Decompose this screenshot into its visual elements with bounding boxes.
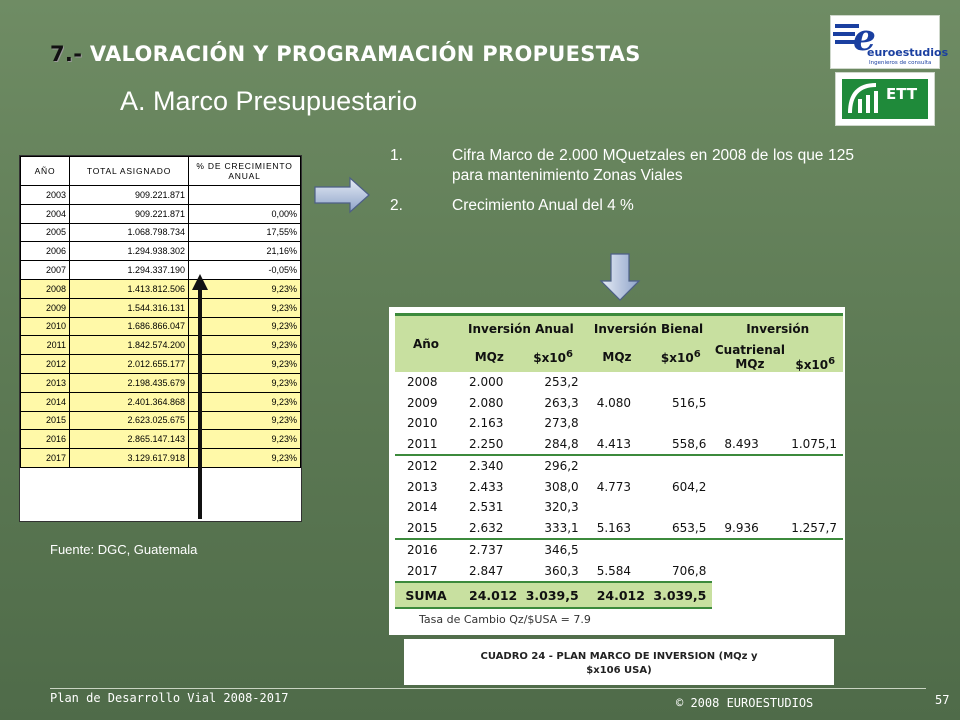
investment-plan-table (389, 307, 845, 635)
section-number: 7.- (50, 42, 83, 66)
cell-pct: 9,23% (189, 430, 301, 449)
cell-year: 2013 (21, 373, 70, 392)
cell (787, 539, 843, 561)
table-row (395, 393, 843, 414)
table-row (21, 298, 301, 317)
sum-cell: SUMA (395, 582, 457, 608)
cell (787, 497, 843, 518)
cell: 253,2 (544, 375, 579, 390)
cell (787, 372, 843, 393)
cell-total: 1.068.798.734 (70, 223, 189, 242)
table-row (395, 561, 843, 583)
cell: 2.632 (469, 520, 504, 535)
cell-total: 1.413.812.506 (70, 279, 189, 298)
cell-total: 2.198.435.679 (70, 373, 189, 392)
page-subtitle: A. Marco Presupuestario (120, 86, 418, 116)
euro-logo-tagline: Ingenieros de consulta (869, 60, 932, 66)
cell: 4.080 (596, 395, 632, 410)
table-row (395, 434, 843, 456)
cell-pct: 9,23% (189, 336, 301, 355)
cell-total: 1.294.337.190 (70, 261, 189, 280)
cell-total: 2.623.025.675 (70, 411, 189, 430)
cell-year: 2016 (21, 430, 70, 449)
cell (649, 497, 712, 518)
table-caption: CUADRO 24 - PLAN MARCO DE INVERSION (MQz y $x106 USA) (404, 639, 834, 685)
table-row (395, 413, 843, 434)
table-row (21, 223, 301, 242)
cell (649, 372, 712, 393)
cell-total: 2.012.655.177 (70, 355, 189, 374)
cell-total: 1.294.938.302 (70, 242, 189, 261)
table-row (21, 392, 301, 411)
cell: 2.250 (469, 436, 504, 451)
cell: 2.847 (469, 563, 504, 578)
cell-year: 2008 (21, 279, 70, 298)
cell: 2014 (407, 500, 438, 515)
cell-year: 2010 (21, 317, 70, 336)
table-row (395, 372, 843, 393)
table-row (395, 477, 843, 498)
col-header-mqz: MQz (585, 342, 650, 372)
cell-year: 2011 (21, 336, 70, 355)
cell (712, 455, 787, 477)
projection-arrow-icon (192, 274, 208, 290)
cell: 516,5 (672, 395, 707, 410)
sum-cell: 3.039,5 (522, 582, 585, 608)
euroestudios-logo (830, 15, 949, 69)
table-row (21, 317, 301, 336)
table-row (21, 261, 301, 280)
cell (787, 561, 843, 583)
cell-year: 2005 (21, 223, 70, 242)
cell-pct: 9,23% (189, 411, 301, 430)
cell (712, 477, 787, 498)
source-note: Fuente: DGC, Guatemala (50, 542, 198, 557)
cell: 2009 (407, 395, 438, 410)
cell-pct: 9,23% (189, 449, 301, 468)
cell-pct: 9,23% (189, 317, 301, 336)
cell (712, 372, 787, 393)
section-title (50, 42, 641, 66)
col-header-usd: $\$x10^6$ (787, 342, 843, 372)
footer-document-title: Plan de Desarrollo Vial 2008-2017 (50, 691, 289, 705)
cell: 2017 (407, 563, 438, 578)
cell-pct: 9,23% (189, 392, 301, 411)
cell (585, 497, 650, 518)
cell-year: 2007 (21, 261, 70, 280)
cell-total: 2.865.147.143 (70, 430, 189, 449)
cell: 273,8 (544, 416, 579, 431)
cell: 308,0 (544, 479, 579, 494)
table-row (21, 336, 301, 355)
col-header-year: AÑO (21, 157, 70, 186)
cell: 333,1 (544, 520, 579, 535)
cell-pct: 21,16% (189, 242, 301, 261)
cell-total: 3.129.617.918 (70, 449, 189, 468)
cell: 5.584 (596, 563, 632, 578)
euro-logo-text: euroestudios (867, 46, 949, 59)
cell-year: 2003 (21, 186, 70, 205)
cell: 2.433 (469, 479, 504, 494)
cell: 1.257,7 (791, 520, 837, 535)
table-row (395, 455, 843, 477)
col-header-total: TOTAL ASIGNADO (70, 157, 189, 186)
cell: 2012 (395, 455, 457, 477)
table-row (21, 204, 301, 223)
col-header-usd: $\$x10^6$ (522, 342, 585, 372)
cell: 2.163 (469, 416, 504, 431)
cell (712, 539, 787, 561)
cell-year: 2004 (21, 204, 70, 223)
cell (649, 539, 712, 561)
cell (787, 455, 843, 477)
cell (712, 561, 787, 583)
cell: 4.413 (596, 436, 632, 451)
cell: 9.936 (724, 520, 759, 535)
cell-pct: 9,23% (189, 355, 301, 374)
cell: 706,8 (672, 563, 707, 578)
col-header-quadrennial: Inversión (712, 315, 843, 343)
cell: 2.531 (469, 500, 504, 515)
ett-logo (835, 72, 935, 126)
cell: 4.773 (596, 479, 632, 494)
sum-cell: 24.012 (585, 582, 650, 608)
sum-cell: 3.039,5 (649, 582, 712, 608)
cell-total: 1.544.316.131 (70, 298, 189, 317)
table-row (21, 373, 301, 392)
cell: 360,3 (544, 563, 579, 578)
col-header-mqz: MQz (457, 342, 522, 372)
right-arrow-icon (314, 177, 370, 213)
list-item: 1. Cifra Marco de 2.000 MQuetzales en 2008 de los que 125 para mantenimiento Zonas Viales (390, 147, 854, 184)
cell: 2.080 (469, 395, 504, 410)
cell-total: 1.842.574.200 (70, 336, 189, 355)
cell: 8.493 (724, 436, 759, 451)
table-row (21, 242, 301, 261)
table-row (395, 497, 843, 518)
cell: 320,3 (544, 500, 579, 515)
cell (585, 455, 650, 477)
cell: 604,2 (672, 479, 707, 494)
cell-year: 2017 (21, 449, 70, 468)
svg-text:ETT: ETT (886, 85, 918, 103)
footer-divider (50, 688, 926, 689)
cell: 2.737 (457, 539, 522, 561)
cell: 263,3 (544, 395, 579, 410)
cell: 2016 (395, 539, 457, 561)
cell-year: 2006 (21, 242, 70, 261)
cell-year: 2009 (21, 298, 70, 317)
cell: 346,5 (522, 539, 585, 561)
svg-text:e: e (853, 17, 876, 59)
cell (787, 413, 843, 434)
cell (585, 539, 650, 561)
page-number: 57 (935, 693, 950, 707)
cell-year: 2015 (21, 411, 70, 430)
cell (712, 393, 787, 414)
cell: 2010 (407, 416, 438, 431)
cell: 2011 (407, 436, 438, 451)
cell: 2008 (407, 375, 438, 390)
cell-pct: -0,05% (189, 261, 301, 280)
sum-cell: 24.012 (457, 582, 522, 608)
cell-year: 2012 (21, 355, 70, 374)
table-row (21, 355, 301, 374)
cell: 2015 (407, 520, 438, 535)
cell-total: 2.401.364.868 (70, 392, 189, 411)
cell-total: 909.221.871 (70, 186, 189, 205)
cell: 2013 (407, 479, 438, 494)
cell (712, 413, 787, 434)
historical-budget-table (19, 155, 302, 522)
cell (649, 413, 712, 434)
key-points-list (390, 146, 854, 226)
col-header-growth: % DE CRECIMIENTO ANUAL (189, 157, 301, 186)
down-arrow-icon (600, 253, 640, 301)
cell (585, 372, 650, 393)
table-row (21, 279, 301, 298)
table-row (395, 518, 843, 540)
cell-pct: 9,23% (189, 279, 301, 298)
cell (787, 393, 843, 414)
projection-arrow-shaft (198, 289, 202, 519)
table-row (21, 449, 301, 468)
cell-pct (189, 186, 301, 205)
exchange-rate-note: Tasa de Cambio Qz/$USA = 7.9 (419, 613, 591, 626)
col-header-usd: $\$x10^6$ (649, 342, 712, 372)
cell (712, 497, 787, 518)
cell-year: 2014 (21, 392, 70, 411)
cell: 5.163 (596, 520, 632, 535)
cell-pct: 9,23% (189, 373, 301, 392)
col-header-year: Año (395, 315, 457, 373)
cell-pct: 17,55% (189, 223, 301, 242)
cell: 653,5 (672, 520, 707, 535)
col-header-biennial: Inversión Bienal (585, 315, 713, 343)
cell: 284,8 (544, 436, 579, 451)
table-row (21, 430, 301, 449)
footer-copyright: © 2008 EUROESTUDIOS (676, 696, 814, 710)
section-title-text: VALORACIÓN Y PROGRAMACIÓN PROPUESTAS (82, 42, 641, 66)
table-row (21, 411, 301, 430)
list-item: 2. Crecimiento Anual del 4 % (390, 197, 634, 214)
cell (787, 477, 843, 498)
cell (649, 455, 712, 477)
cell: 2.000 (469, 375, 504, 390)
cell: 1.075,1 (791, 436, 837, 451)
cell: 296,2 (522, 455, 585, 477)
col-header-annual: Inversión Anual (457, 315, 585, 343)
table-row (395, 539, 843, 561)
cell-pct: 0,00% (189, 204, 301, 223)
cell: 558,6 (672, 436, 707, 451)
cell (585, 413, 650, 434)
cell-total: 909.221.871 (70, 204, 189, 223)
cell-total: 1.686.866.047 (70, 317, 189, 336)
table-row (21, 186, 301, 205)
cell-pct: 9,23% (189, 298, 301, 317)
sum-row (395, 582, 843, 608)
cell: 2.340 (457, 455, 522, 477)
col-header-quad-units: Cuatrienal MQz (712, 342, 787, 372)
